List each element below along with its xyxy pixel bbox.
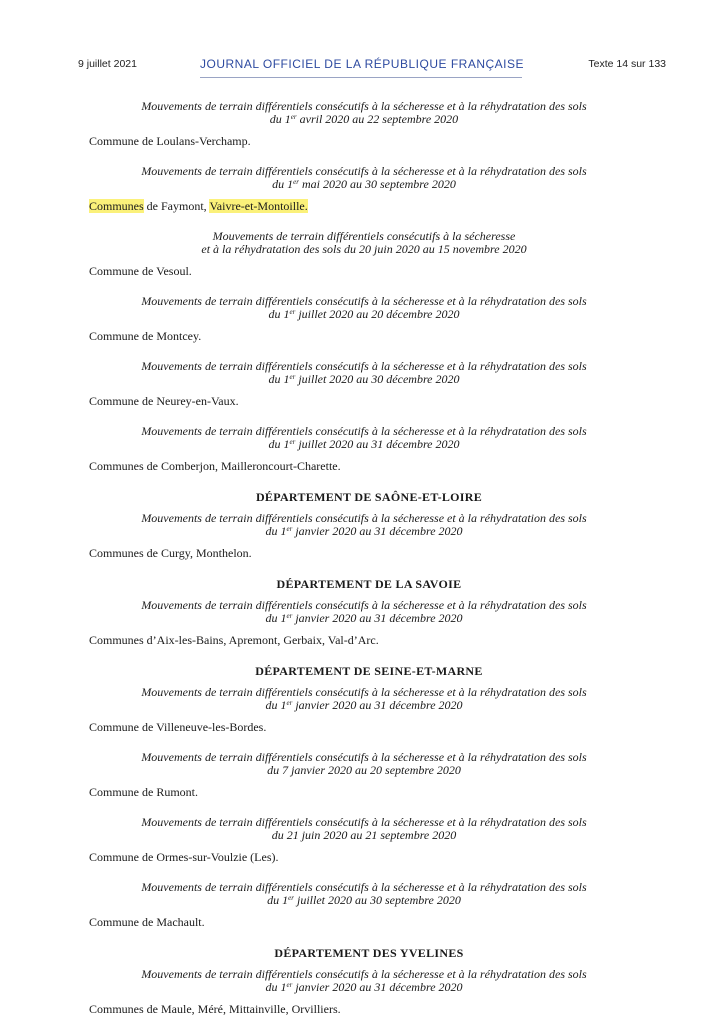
page-indicator: Texte 14 sur 133	[588, 58, 666, 70]
decree-caption: Mouvements de terrain différentiels consécutifs à la sécheresse et à la réhydratation des sols du 1er janvier 2020 au 31 décembre 2020	[141, 685, 587, 712]
commune-list: Communes de Curgy, Monthelon.	[89, 546, 252, 560]
decree-caption: Mouvements de terrain différentiels consécutifs à la sécheresse et à la réhydratation des sols du 1er juillet 2020 au 31 décembre 2020	[141, 424, 587, 451]
publication-date: 9 juillet 2021	[78, 58, 137, 70]
commune-list: Commune de Ormes-sur-Voulzie (Les).	[89, 850, 279, 864]
highlight-vaivre: Vaivre-et-Montoille.	[209, 199, 308, 213]
commune-list: Commune de Loulans-Verchamp.	[89, 134, 251, 148]
commune-list: Commune de Neurey-en-Vaux.	[89, 394, 239, 408]
page-header	[0, 0, 724, 80]
journal-title: JOURNAL OFFICIEL DE LA RÉPUBLIQUE FRANÇAISE	[199, 57, 524, 71]
department-heading: DÉPARTEMENT DE SEINE-ET-MARNE	[255, 664, 483, 678]
decree-caption: Mouvements de terrain différentiels consécutifs à la sécheresse et à la réhydratation des sols du 1er avril 2020 au 22 septembre 2020	[141, 99, 587, 126]
commune-list: Communes de Comberjon, Mailleroncourt-Charette.	[89, 459, 341, 473]
highlight-communes: Communes	[89, 199, 144, 213]
decree-caption: Mouvements de terrain différentiels consécutifs à la sécheresse et à la réhydratation des sols du 1er janvier 2020 au 31 décembre 2020	[141, 598, 587, 625]
decree-caption: Mouvements de terrain différentiels consécutifs à la sécheresse et à la réhydratation des sols du 1er janvier 2020 au 31 décembre 2020	[141, 511, 587, 538]
commune-list-highlighted: Communes de Faymont, Vaivre-et-Montoille.	[89, 199, 308, 213]
decree-caption: Mouvements de terrain différentiels consécutifs à la sécheresse et à la réhydratation des sols du 1er juillet 2020 au 30 décembre 2020	[141, 359, 587, 386]
decree-caption: Mouvements de terrain différentiels consécutifs à la sécheresse et à la réhydratation des sols du 20 juin 2020 au 15 novembre 2020	[201, 229, 527, 256]
decree-caption: Mouvements de terrain différentiels consécutifs à la sécheresse et à la réhydratation des sols du 1er juillet 2020 au 20 décembre 2020	[141, 294, 587, 321]
commune-list: Communes d’Aix-les-Bains, Apremont, Gerbaix, Val-d’Arc.	[89, 633, 379, 647]
document-body	[89, 100, 609, 1033]
commune-list: Commune de Rumont.	[89, 785, 198, 799]
commune-list: Commune de Vesoul.	[89, 264, 192, 278]
commune-list: Communes de Maule, Méré, Mittainville, Orvilliers.	[89, 1002, 341, 1016]
commune-list: Commune de Montcey.	[89, 329, 202, 343]
decree-caption: Mouvements de terrain différentiels consécutifs à la sécheresse et à la réhydratation des sols du 1er juillet 2020 au 30 septembre 2020	[141, 880, 587, 907]
department-heading: DÉPARTEMENT DES YVELINES	[274, 946, 464, 960]
decree-caption: Mouvements de terrain différentiels consécutifs à la sécheresse et à la réhydratation des sols du 7 janvier 2020 au 20 septembre 2020	[141, 750, 587, 777]
header-divider	[200, 77, 522, 78]
commune-list: Commune de Machault.	[89, 915, 205, 929]
department-heading: DÉPARTEMENT DE LA SAVOIE	[276, 577, 462, 591]
decree-caption: Mouvements de terrain différentiels consécutifs à la sécheresse et à la réhydratation des sols du 1er mai 2020 au 30 septembre 2020	[141, 164, 587, 191]
decree-caption: Mouvements de terrain différentiels consécutifs à la sécheresse et à la réhydratation des sols du 21 juin 2020 au 21 septembre 2020	[141, 815, 587, 842]
decree-caption: Mouvements de terrain différentiels consécutifs à la sécheresse et à la réhydratation des sols du 1er janvier 2020 au 31 décembre 2020	[141, 967, 587, 994]
commune-list: Commune de Villeneuve-les-Bordes.	[89, 720, 267, 734]
department-heading: DÉPARTEMENT DE SAÔNE-ET-LOIRE	[255, 490, 483, 504]
